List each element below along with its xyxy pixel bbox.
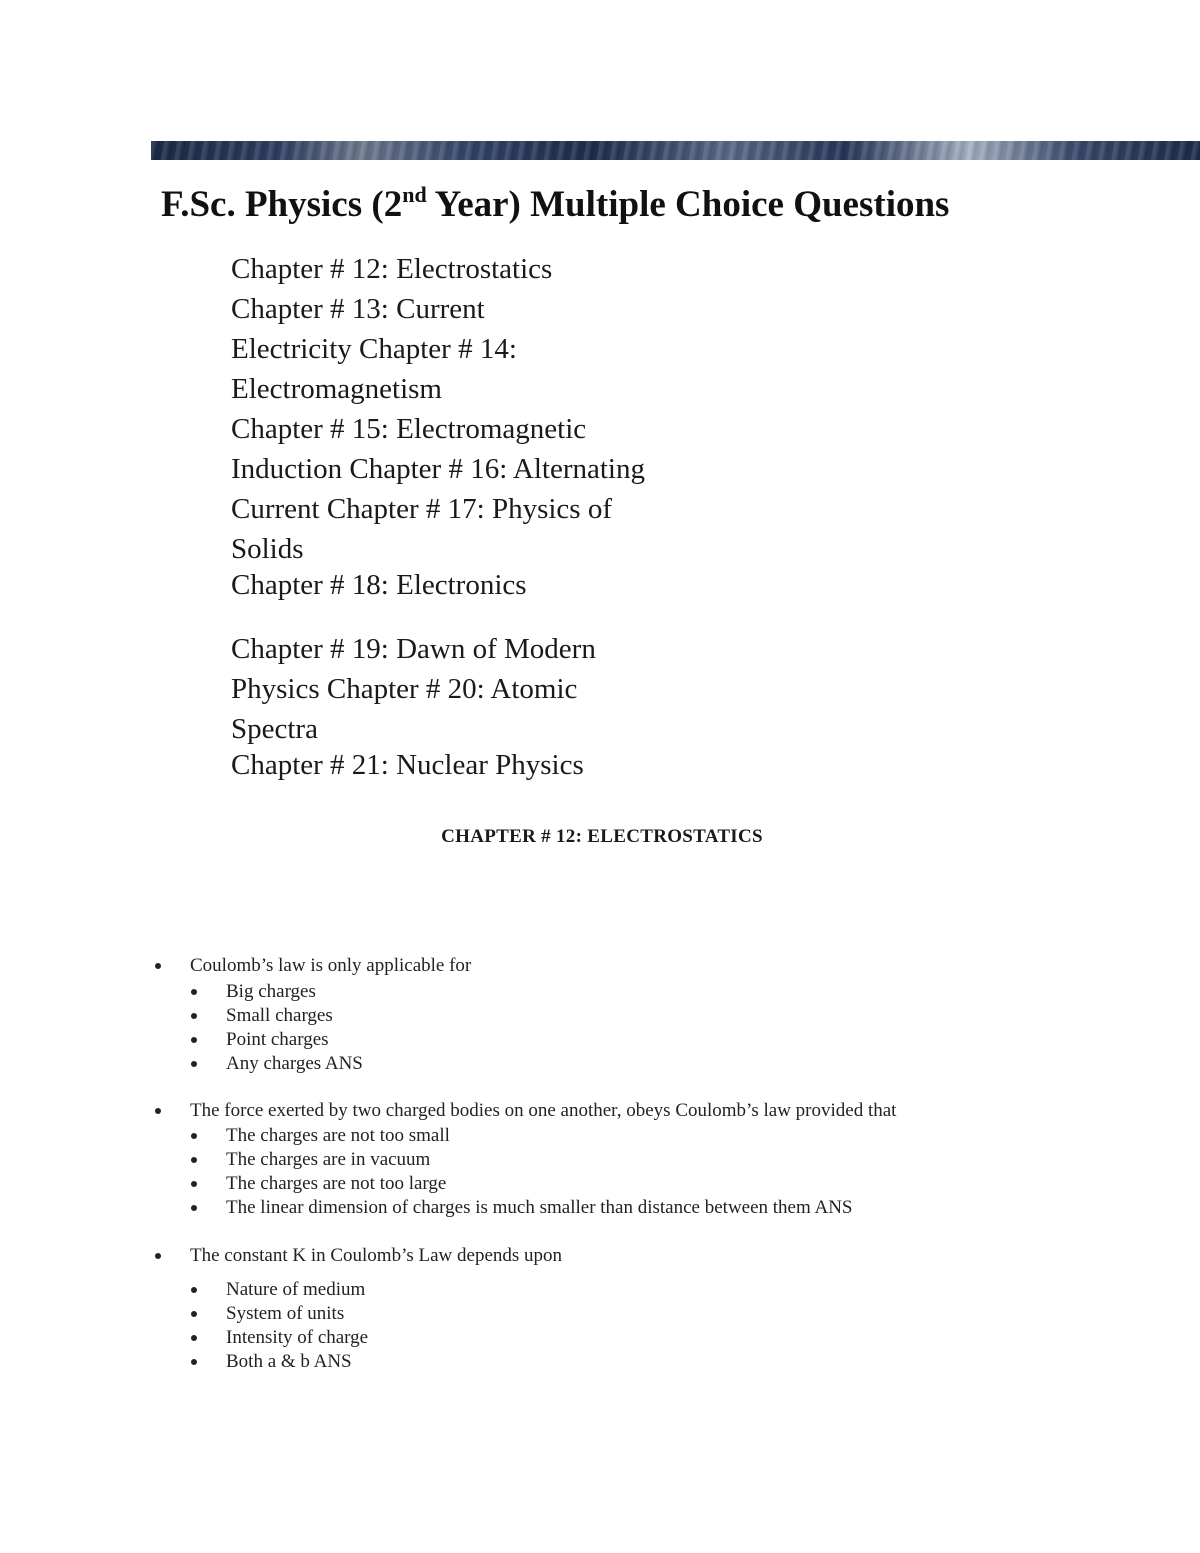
bullet-icon <box>191 989 197 995</box>
bullet-icon <box>191 1061 197 1067</box>
option-text: The charges are not too small <box>226 1125 450 1146</box>
bullet-icon <box>191 1037 197 1043</box>
option-text: The charges are in vacuum <box>226 1149 431 1170</box>
bullet-icon <box>191 1311 197 1317</box>
toc-line: Current Chapter # 17: Physics of <box>231 493 612 525</box>
toc-line: Chapter # 21: Nuclear Physics <box>231 749 584 781</box>
bullet-icon <box>155 963 161 969</box>
option-text: Intensity of charge <box>226 1327 369 1348</box>
bullet-icon <box>191 1133 197 1139</box>
chapter-heading: CHAPTER # 12: ELECTROSTATICS <box>441 826 763 847</box>
table-of-contents-continued <box>231 629 596 749</box>
option-text: System of units <box>226 1303 345 1324</box>
toc-line: Physics Chapter # 20: Atomic <box>231 673 578 705</box>
toc-line: Chapter # 12: Electrostatics <box>231 253 553 285</box>
bullet-icon <box>191 1287 197 1293</box>
option-text: Big charges <box>226 981 316 1002</box>
bullet-icon <box>191 1013 197 1019</box>
question-text: The constant K in Coulomb’s Law depends upon <box>190 1245 563 1266</box>
toc-line: Solids <box>231 533 304 565</box>
title-text-end: Year) Multiple Choice Questions <box>426 184 950 225</box>
title-text-start: F.Sc. Physics (2 <box>161 184 403 225</box>
bullet-icon <box>191 1157 197 1163</box>
option-text: The charges are not too large <box>226 1173 447 1194</box>
option-text: Both a & b ANS <box>226 1351 352 1372</box>
document-title <box>161 183 949 226</box>
bullet-icon <box>155 1253 161 1259</box>
toc-line: Chapter # 15: Electromagnetic <box>231 413 587 445</box>
toc-line: Chapter # 13: Current <box>231 293 485 325</box>
toc-line-chapter-21 <box>231 745 584 785</box>
option-text: The linear dimension of charges is much smaller than distance between them ANS <box>226 1197 853 1218</box>
question-text: Coulomb’s law is only applicable for <box>190 955 472 976</box>
bullet-icon <box>191 1359 197 1365</box>
toc-line: Electricity Chapter # 14: <box>231 333 517 365</box>
option-text: Any charges ANS <box>226 1053 363 1074</box>
toc-line: Spectra <box>231 713 318 745</box>
option-text: Point charges <box>226 1029 329 1050</box>
question-text: The force exerted by two charged bodies on one another, obeys Coulomb’s law provided that <box>190 1100 897 1121</box>
toc-line: Chapter # 19: Dawn of Modern <box>231 633 596 665</box>
toc-line-chapter-18 <box>231 565 527 605</box>
bullet-icon <box>155 1108 161 1114</box>
option-text: Nature of medium <box>226 1279 366 1300</box>
bullet-icon <box>191 1335 197 1341</box>
bullet-icon <box>191 1205 197 1211</box>
toc-line: Induction Chapter # 16: Alternating <box>231 453 645 485</box>
toc-line: Chapter # 18: Electronics <box>231 569 527 601</box>
header-banner-image <box>151 141 1200 160</box>
table-of-contents <box>231 249 645 569</box>
title-superscript: nd <box>402 182 427 207</box>
toc-line: Electromagnetism <box>231 373 442 405</box>
bullet-icon <box>191 1181 197 1187</box>
option-text: Small charges <box>226 1005 333 1026</box>
